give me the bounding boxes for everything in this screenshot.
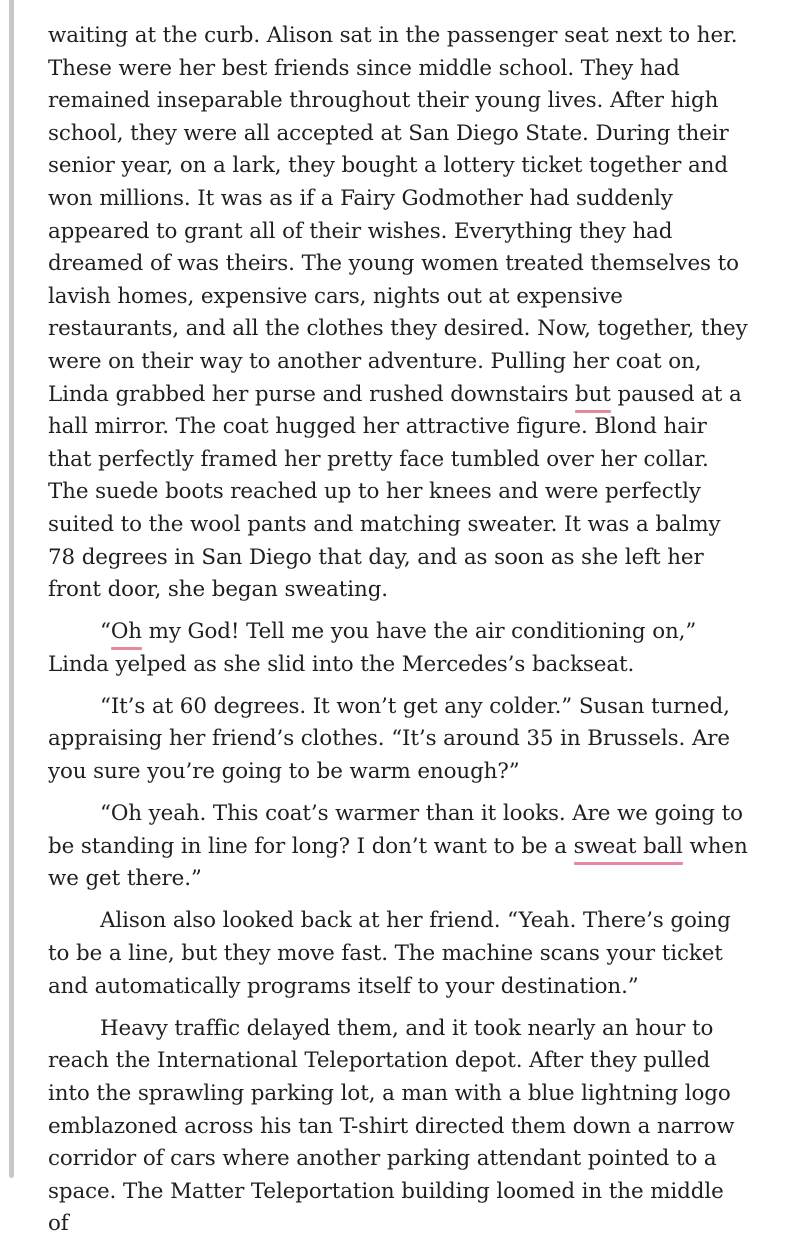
paragraph-6 bbox=[48, 1013, 750, 1241]
text-run: paused at a hall mirror. The coat hugged her attractive figure. Blond hair that perfectly framed her pretty face tumbled over her collar. The suede boots reached up to her knees and were perfectly suited to the wool pants and matching sweater. It was a balmy 78 degrees in San Diego that day, and as soon as she left her front door, she began sweating. bbox=[48, 381, 742, 603]
paragraph-1 bbox=[48, 20, 750, 607]
highlighted-phrase-sweat-ball[interactable]: sweat ball bbox=[573, 833, 683, 859]
text-run: waiting at the curb. Alison sat in the passenger seat next to her. These were her best friends since middle school. They had remained inseparable throughout their young lives. After high school, they were all accepted at San Diego State. During their senior year, on a lark, they bought a lottery ticket together and won millions. It was as if a Fairy Godmother had suddenly appeared to grant all of their wishes. Everything they had dreamed of was theirs. The young women treated themselves to lavish homes, expensive cars, nights out at expensive restaurants, and all the clothes they desired. Now, together, they were on their way to another adventure. Pulling her coat on, Linda grabbed her purse and rushed downstairs bbox=[48, 23, 748, 407]
text-run: Alison also looked back at her friend. “Yeah. There’s going to be a line, but they move fast. The machine scans your ticket and automatically programs itself to your destination.” bbox=[48, 908, 731, 999]
text-run: “ bbox=[100, 619, 111, 645]
page-margin-bar bbox=[9, 0, 14, 1178]
text-run: my God! Tell me you have the air conditioning on,” Linda yelped as she slid into the Mercedes’s backseat. bbox=[48, 619, 697, 677]
paragraph-4 bbox=[48, 798, 750, 896]
text-run: “Oh yeah. This coat’s warmer than it looks. Are we going to be standing in line for long? I don’t want to be a bbox=[48, 801, 743, 859]
text-run: Heavy traffic delayed them, and it took nearly an hour to reach the International Teleportation depot. After they pulled into the sprawling parking lot, a man with a blue lightning logo emblazoned across his tan T-shirt directed them down a narrow corridor of cars where another parking attendant pointed to a space. The Matter Teleportation building loomed in the middle of bbox=[48, 1015, 735, 1237]
text-run: when we get there.” bbox=[48, 833, 748, 892]
text-run: “It’s at 60 degrees. It won’t get any colder.” Susan turned, appraising her friend’s clothes. “It’s around 35 in Brussels. Are you sure you’re going to be warm enough?” bbox=[48, 693, 730, 785]
paragraph-5 bbox=[48, 905, 750, 1003]
paragraph-2 bbox=[48, 616, 750, 681]
highlighted-word-but[interactable]: but bbox=[575, 381, 611, 407]
paragraph-3 bbox=[48, 691, 750, 789]
book-text bbox=[48, 20, 750, 1250]
highlighted-word-oh[interactable]: Oh bbox=[110, 619, 142, 645]
